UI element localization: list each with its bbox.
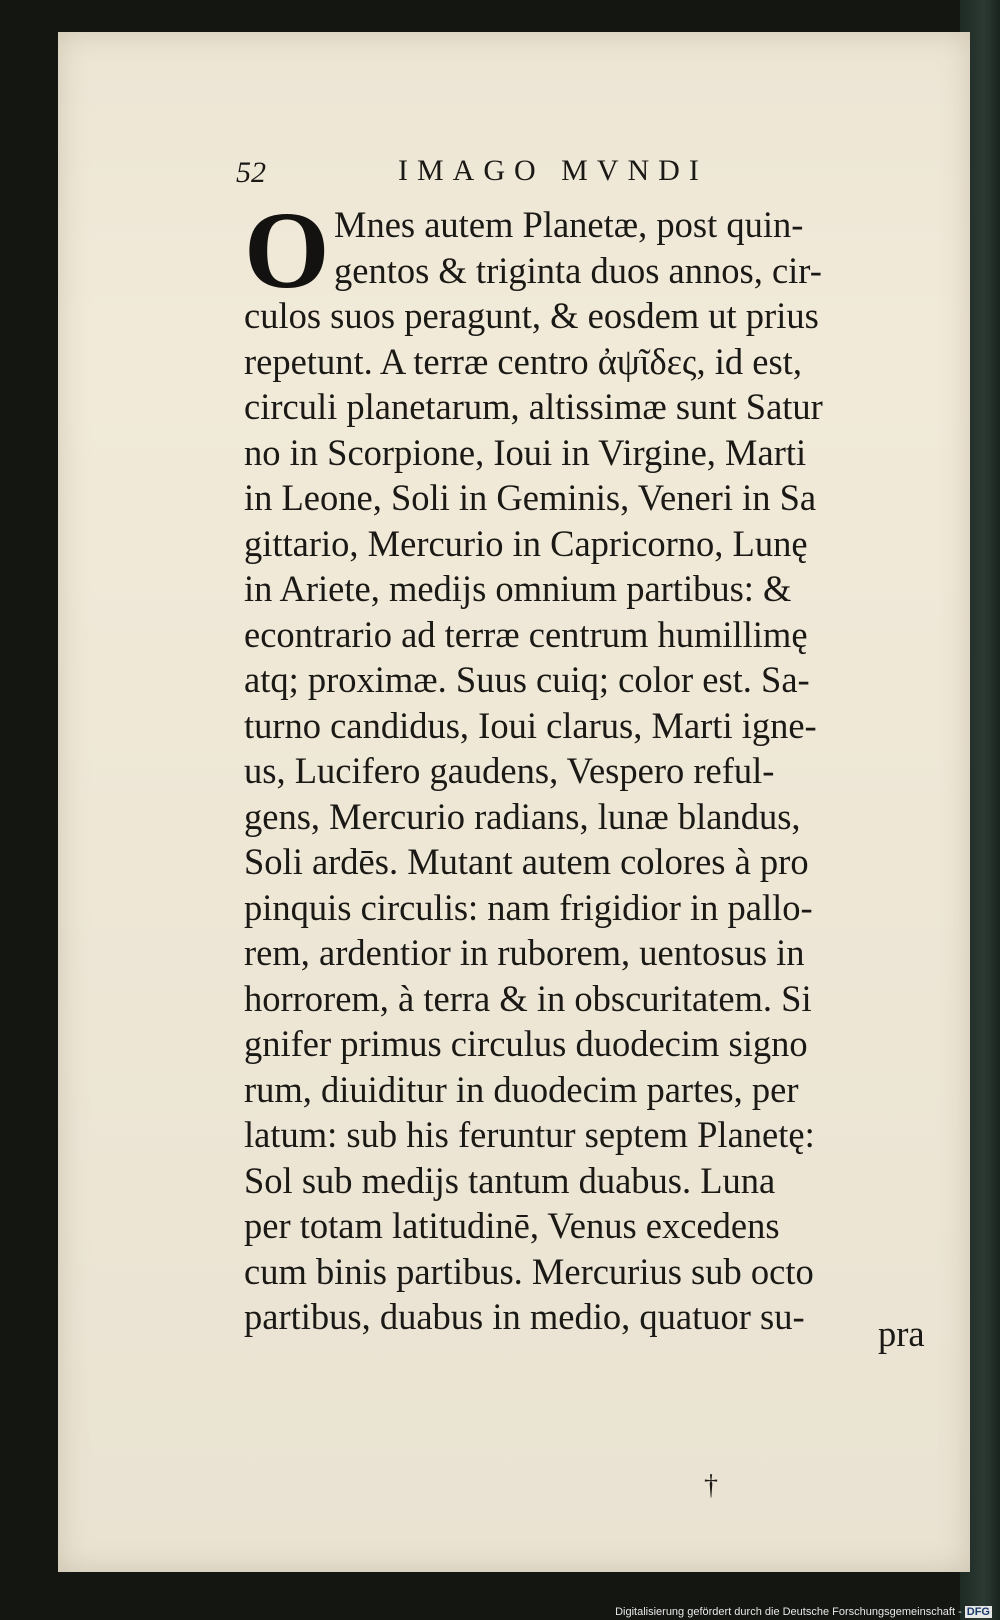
text-line: pinquis circulis: nam frigidior in pallo-: [244, 886, 813, 928]
text-line: in Ariete, medijs omnium partibus: &: [244, 568, 792, 609]
text-line: per totam latitudinē, Venus excedens: [244, 1205, 780, 1246]
text-line: gentos & triginta duos annos, cir-: [334, 249, 822, 291]
text-line: Mnes autem Planetæ, post quin-: [334, 204, 804, 245]
running-title: IMAGO MVNDI: [398, 154, 708, 187]
text-line: turno candidus, Ioui clarus, Marti igne-: [244, 704, 817, 746]
text-line: partibus, duabus in medio, quatuor su-: [244, 1296, 805, 1337]
catchword: pra: [878, 1313, 925, 1354]
book-page: [58, 32, 970, 1572]
text-line: circuli planetarum, altissimæ sunt Satur: [244, 386, 823, 427]
dfg-logo: DFG: [966, 1606, 990, 1618]
drop-cap: O: [244, 189, 330, 311]
text-line: gittario, Mercurio in Capricorno, Lunę: [244, 522, 808, 564]
text-line: no in Scorpione, Ioui in Virgine, Marti: [244, 431, 807, 473]
text-line: gnifer primus circulus duodecim signo: [244, 1023, 808, 1064]
text-line: in Leone, Soli in Geminis, Veneri in Sa: [244, 477, 817, 518]
signature-mark: †: [704, 1470, 718, 1501]
text-line: atq; proximæ. Suus cuiq; color est. Sa-: [244, 659, 810, 700]
text-line: cum binis partibus. Mercurius sub octo: [244, 1250, 814, 1292]
digitization-credit: [615, 1606, 992, 1618]
text-line: us, Lucifero gaudens, Vespero reful-: [244, 750, 775, 791]
text-line: culos suos peragunt, & eosdem ut prius: [244, 295, 819, 336]
text-line: rem, ardentior in ruborem, uentosus in: [244, 932, 805, 973]
page-number: 52: [236, 156, 266, 189]
body-text: [244, 189, 944, 1340]
text-line: rum, diuiditur in duodecim partes, per: [244, 1068, 799, 1110]
text-line: latum: sub his feruntur septem Planetę:: [244, 1114, 815, 1155]
text-line: gens, Mercurio radians, lunæ blandus,: [244, 795, 801, 837]
credit-text: Digitalisierung gefördert durch die Deutsche Forschungsgemeinschaft -: [615, 1606, 962, 1618]
page-header: [58, 152, 970, 192]
text-line: horrorem, à terra & in obscuritatem. Si: [244, 977, 812, 1019]
text-line: econtrario ad terræ centrum humillimę: [244, 613, 808, 655]
text-line: Soli ardēs. Mutant autem colores à pro: [244, 841, 809, 882]
text-line: repetunt. A terræ centro ἀψῖδες, id est,: [244, 340, 802, 382]
text-line: Sol sub medijs tantum duabus. Luna: [244, 1159, 776, 1201]
